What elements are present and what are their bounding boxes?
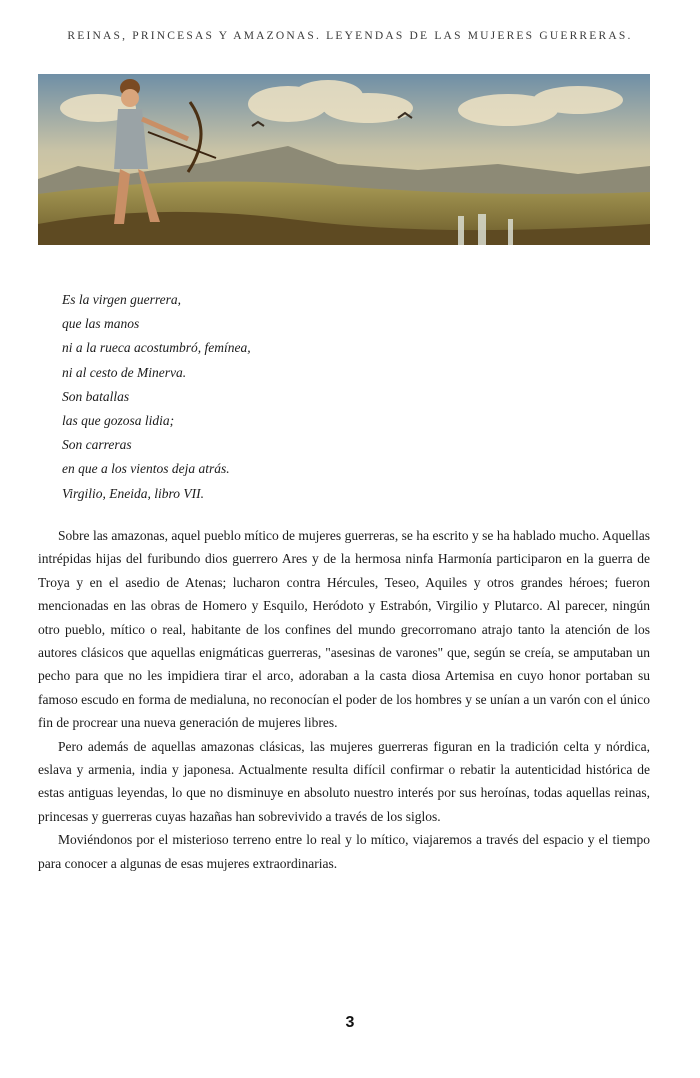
epigraph-line: Son carreras	[62, 437, 132, 453]
running-head: REINAS, PRINCESAS Y AMAZONAS. LEYENDAS DE LAS MUJERES GUERRERAS.	[67, 30, 633, 42]
page-number: 3	[345, 1014, 355, 1031]
paragraph: Moviéndonos por el misterioso terreno entre lo real y lo mítico, viajaremos a través del espacio y el tiempo para conocer a algunas de esas mujeres extraordinarias.	[38, 832, 650, 871]
epigraph-line: en que a los vientos deja atrás.	[62, 461, 230, 477]
epigraph-line: ni al cesto de Minerva.	[62, 364, 187, 380]
body-text	[38, 524, 650, 875]
paragraph: Sobre las amazonas, aquel pueblo mítico de mujeres guerreras, se ha escrito y se ha hablado mucho. Aquellas intrépidas hijas del furibundo dios guerrero Ares y de la hermosa ninfa Harmonía participaron en la guerra de Troya y en el asedio de Atenas; lucharon contra Hércules, Teseo, Aquiles y otros grandes héroes; fueron mencionadas en las obras de Homero y Esquilo, Heródoto y Estrabón, Virgilio y Plutarco. Al parecer, ningún otro pueblo, mítico o real, habitante de los confines del mundo grecorromano atrajo tanto la atención de los autores clásicos que aquellas enigmáticas guerreras, "asesinas de varones" que, según se creía, se amputaban un pecho para que no les impidiera tirar el arco, adoraban a la casta diosa Artemisa en cuyo honor portaban su famoso escudo en forma de medialuna, no reconocían el poder de los hombres y se unían a un varón con el único fin de procrear una nueva generación de mujeres libres.	[38, 528, 650, 731]
epigraph-line: las que gozosa lidia;	[62, 413, 175, 429]
paragraph: Pero además de aquellas amazonas clásicas, las mujeres guerreras figuran en la tradición celta y nórdica, eslava y armenia, india y japonesa. Actualmente resulta difícil confirmar o rebatir la autenticidad histórica de estas antiguas leyendas, lo que no disminuye en absoluto nuestro interés por sus heroínas, todas aquellas reinas, princesas y guerreras cuyas hazañas han sobrevivido a través de los siglos.	[38, 738, 650, 824]
epigraph-attribution: Virgilio, Eneida, libro VII.	[62, 485, 204, 501]
epigraph-line: Son batallas	[62, 388, 130, 404]
epigraph-line: Es la virgen guerrera,	[62, 292, 181, 307]
amazon-warrior-illustration	[38, 74, 650, 245]
epigraph	[62, 288, 251, 506]
epigraph-line: que las manos	[62, 316, 140, 332]
epigraph-line: ni a la rueca acostumbró, femínea,	[62, 340, 251, 356]
